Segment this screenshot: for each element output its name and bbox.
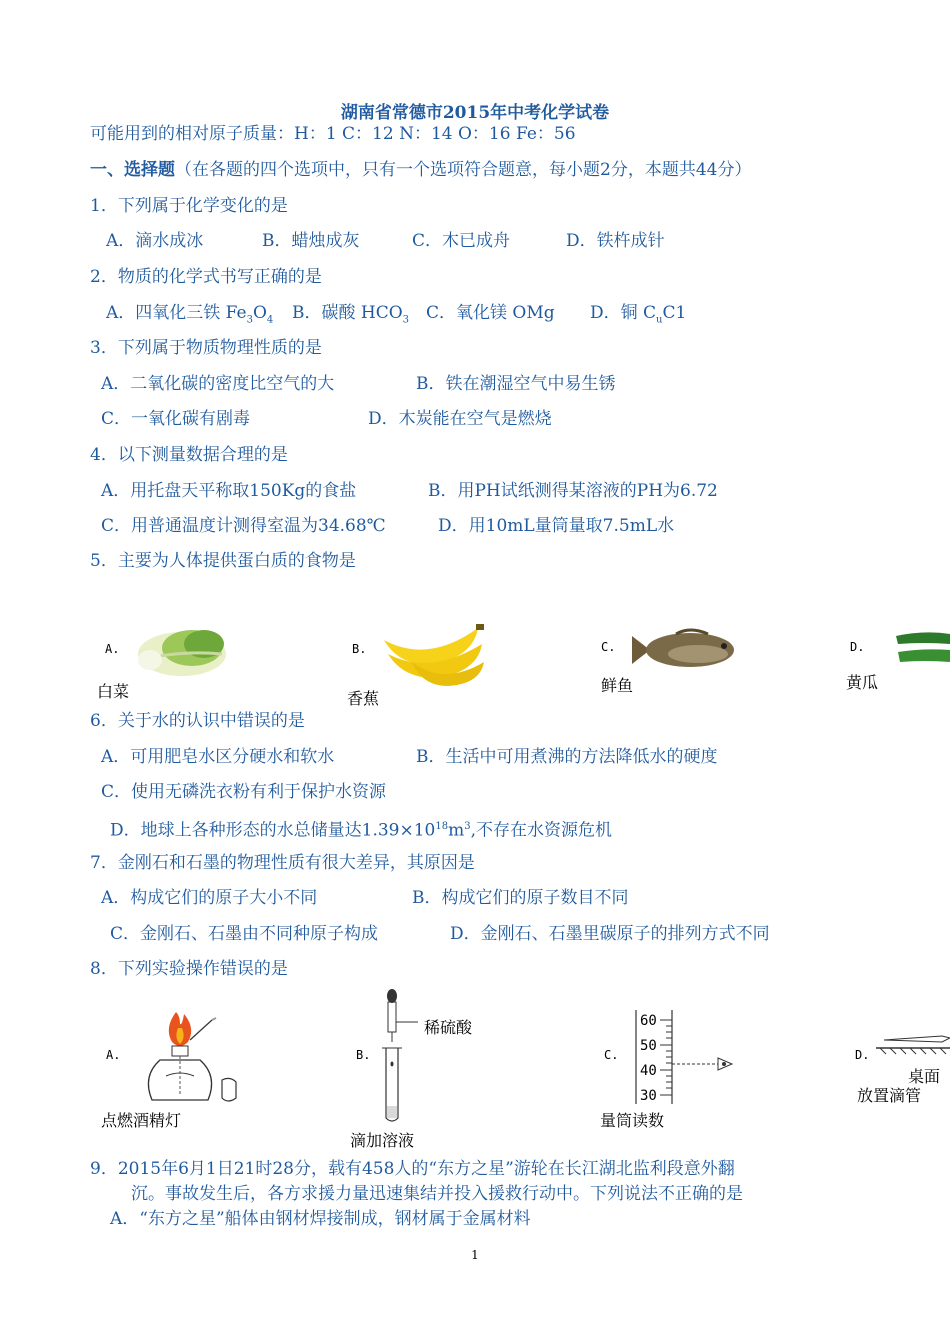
q1-option-d: D．铁杵成针	[566, 231, 665, 251]
q8-d-label: 桌面	[908, 1067, 941, 1086]
q8-c-letter: C.	[604, 1048, 619, 1062]
q4-option-a: A．用托盘天平称取150Kg的食盐	[101, 481, 357, 501]
q1-option-b: B．蜡烛成灰	[262, 231, 360, 251]
q4-option-c: C．用普通温度计测得室温为34.68℃	[101, 516, 386, 536]
q7-option-b: B．构成它们的原子数目不同	[412, 888, 629, 908]
q5-a-letter: A.	[105, 642, 120, 656]
cucumber-image	[894, 628, 950, 668]
q1-option-a: A．滴水成冰	[106, 231, 204, 251]
q7-option-d: D．金刚石、石墨里碳原子的排列方式不同	[450, 924, 770, 944]
q3-option-a: A．二氧化碳的密度比空气的大	[101, 374, 335, 394]
q7-option-a: A．构成它们的原子大小不同	[101, 888, 318, 908]
q4-stem: 4．以下测量数据合理的是	[90, 445, 288, 465]
q2-option-c: C．氧化镁 OMg	[426, 303, 555, 323]
q7-option-c: C．金刚石、石墨由不同种原子构成	[110, 924, 379, 944]
q2-option-b: B．碳酸 $HCO_3$	[292, 303, 410, 326]
q2-stem: 2．物质的化学式书写正确的是	[90, 267, 322, 287]
q5-stem: 5．主要为人体提供蛋白质的食物是	[90, 551, 356, 571]
q8-b-label: 稀硫酸	[424, 1018, 473, 1037]
q8-d-letter: D.	[855, 1048, 870, 1062]
q9-option-a: A．“东方之星”船体由钢材焊接制成，钢材属于金属材料	[110, 1209, 531, 1229]
q3-option-d: D．木炭能在空气是燃烧	[368, 409, 552, 429]
q1-stem: 1．下列属于化学变化的是	[90, 196, 288, 216]
q3-option-b: B．铁在潮湿空气中易生锈	[416, 374, 616, 394]
q6-option-a: A．可用肥皂水区分硬水和软水	[101, 747, 335, 767]
q5-d-letter: D.	[850, 640, 865, 654]
q9-line1: 9．2015年6月1日21时28分，载有458人的“东方之星”游轮在长江湖北监利段意外翻	[90, 1159, 735, 1179]
alcohol-lamp-diagram	[126, 1006, 246, 1110]
q4-option-b: B．用PH试纸测得某溶液的PH为6.72	[428, 481, 718, 501]
dropper-on-table-diagram	[876, 1030, 950, 1060]
dropper-test-tube-diagram	[378, 988, 418, 1128]
page-number: 1	[471, 1248, 479, 1262]
cabbage-image	[130, 620, 230, 682]
q6-option-d: D．地球上各种形态的水总储量达$1.39\times 10^{18}m^3$,不存在水资源危机	[110, 820, 612, 841]
q5-b-letter: B.	[352, 642, 367, 656]
q3-stem: 3．下列属于物质物理性质的是	[90, 338, 322, 358]
atomic-mass-line: 可能用到的相对原子质量：H：1 C：12 N：14 O：16 Fe：56	[90, 124, 576, 144]
q6-option-b: B．生活中可用煮沸的方法降低水的硬度	[416, 747, 718, 767]
exam-title: 湖南省常德市2015年中考化学试卷	[340, 103, 610, 123]
q8-b-letter: B.	[356, 1048, 371, 1062]
q5-b-caption: 香蕉	[347, 689, 380, 708]
section-heading	[90, 159, 751, 181]
cylinder-tick-30: 30	[640, 1088, 657, 1104]
q5-d-caption: 黄瓜	[846, 673, 879, 692]
q6-option-c: C．使用无磷洗衣粉有利于保护水资源	[101, 782, 387, 802]
q2-option-a: A．四氧化三铁 $Fe_3O_4$	[106, 303, 274, 326]
cylinder-tick-60: 60	[640, 1013, 657, 1029]
q8-d-caption: 放置滴管	[857, 1086, 922, 1105]
q8-a-caption: 点燃酒精灯	[101, 1111, 182, 1130]
q6-stem: 6．关于水的认识中错误的是	[90, 711, 305, 731]
cylinder-tick-50: 50	[640, 1038, 657, 1054]
banana-image	[378, 618, 490, 688]
q9-line2: 沉。事故发生后，各方求援力量迅速集结并投入援救行动中。下列说法不正确的是	[131, 1184, 743, 1204]
q5-c-caption: 鲜鱼	[601, 676, 634, 695]
q8-stem: 8．下列实验操作错误的是	[90, 959, 288, 979]
q3-option-c: C．一氧化碳有剧毒	[101, 409, 251, 429]
q8-c-caption: 量筒读数	[600, 1111, 665, 1130]
q5-a-caption: 白菜	[97, 682, 130, 701]
q1-option-c: C．木已成舟	[412, 231, 511, 251]
q8-a-letter: A.	[106, 1048, 121, 1062]
q5-c-letter: C.	[601, 640, 616, 654]
q2-option-d: D．铜 $C_uC1$	[590, 303, 687, 326]
q4-option-d: D．用10mL量筒量取7.5mL水	[438, 516, 675, 536]
q7-stem: 7．金刚石和石墨的物理性质有很大差异，其原因是	[90, 853, 475, 873]
fish-image	[628, 624, 744, 674]
section-title: 一、选择题	[90, 160, 175, 180]
cylinder-tick-40: 40	[640, 1063, 657, 1079]
q8-b-caption: 滴加溶液	[350, 1131, 415, 1150]
section-note: （在各题的四个选项中，只有一个选项符合题意，每小题2分，本题共44分）	[175, 160, 752, 180]
